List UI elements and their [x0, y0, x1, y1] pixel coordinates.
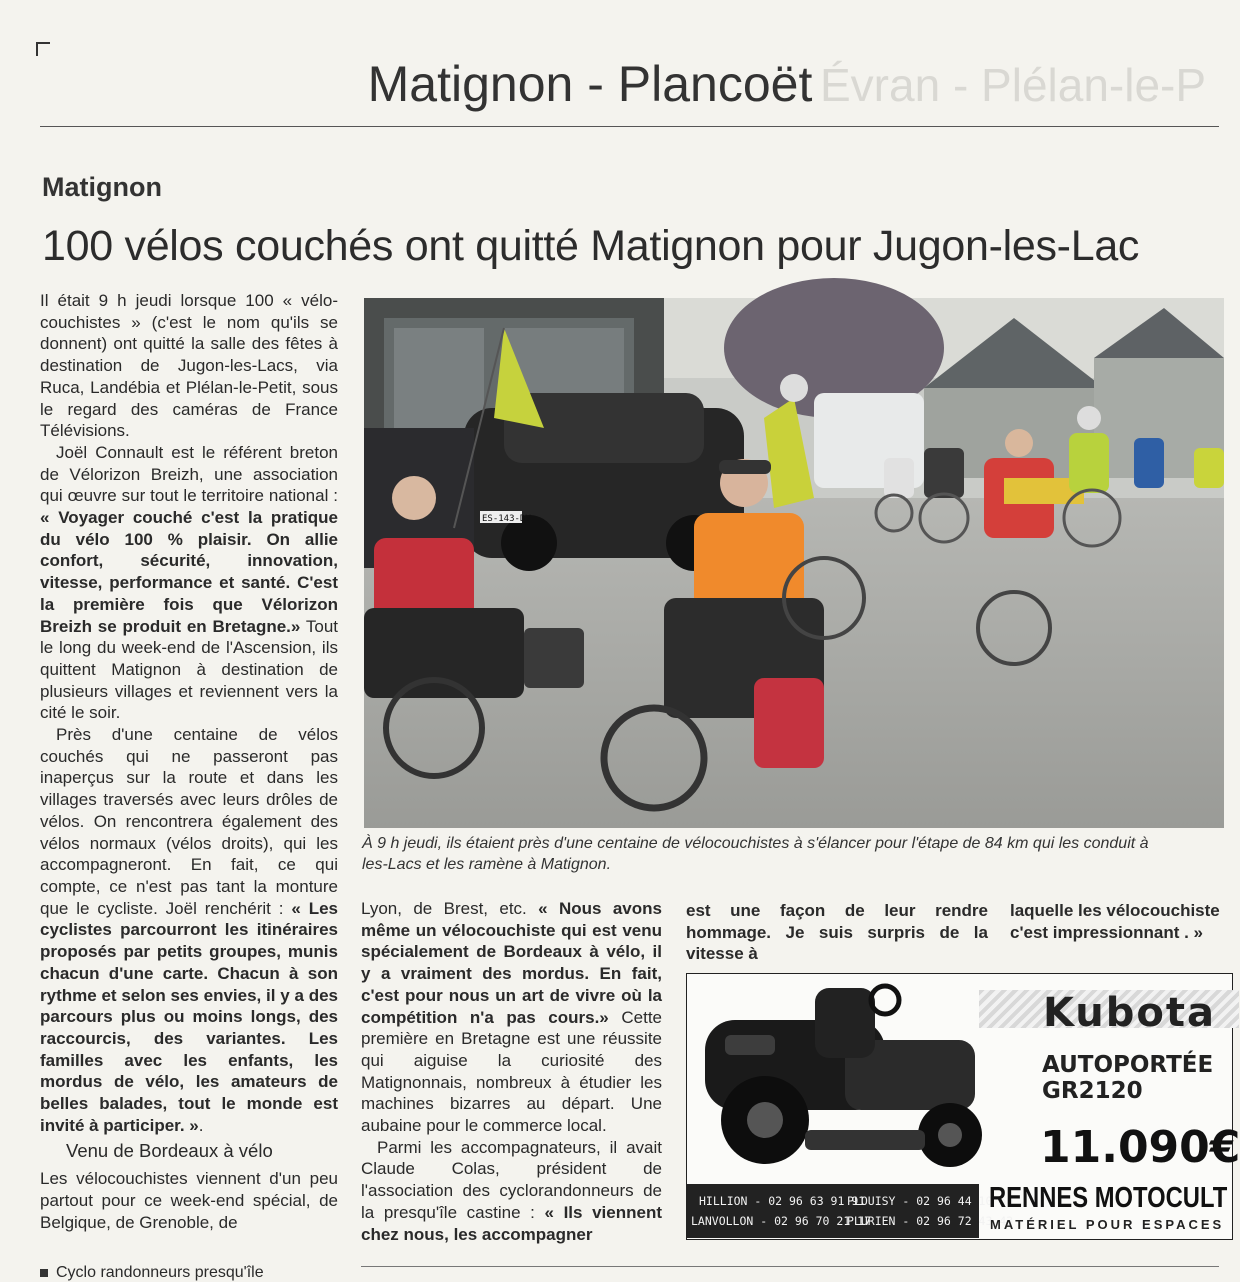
article-column-2 [361, 898, 662, 1245]
paragraph: Les vélocouchistes viennent d'un peu partout pour ce week-end spécial, de Belgique, de Grenoble, de [40, 1169, 338, 1232]
crop-mark [36, 42, 50, 56]
kicker: Matignon [42, 172, 162, 202]
lawn-tractor-image [695, 980, 1015, 1180]
paragraph: Près d'une centaine de vélos couchés qui ne passeront pas inaperçus sur la route et dans les villages traversés avec leurs drôles de vélos. On rencontrera également des vélos normaux (vélos droits), qui les accompagneront. En fait, ce qui compte, ce n'est pas tant la monture que le cycliste. Joël renchérit : « Les cyclistes parcourront les itinéraires proposés par petits groupes, munis chacun d'une carte. Chacun à son rythme et selon ses envies, il y a des parcours plus ou moins longs, des raccourcis, des variantes. Les familles avec les enfants, les mordus de vélo, les amateurs de belles balades, tout le monde est invité à participer. ». [40, 725, 338, 1135]
article-column-4 [1010, 900, 1230, 943]
bleed-through-title: Évran - Plélan-le-P [820, 59, 1207, 111]
bottom-rule [361, 1266, 1219, 1267]
quote: « Nous avons même un vélocouchiste qui est venu spécialement de Bordeaux à vélo, il y a vraiment des mordus. En fait, c'est pour nous un art de vivre où la compétition n'a pas cours.» [361, 899, 662, 1027]
price: 11.090€ [1040, 1122, 1240, 1173]
phone-number: PLOUISY - 02 96 44 10 60 [847, 1194, 1014, 1208]
headline: 100 vélos couchés ont quitté Matignon pour Jugon-les-Lac [42, 222, 1140, 270]
phone-number: LANVOLLON - 02 96 70 21 17 [691, 1214, 872, 1228]
quote: « Ils viennent chez nous, les accompagner [361, 1202, 663, 1244]
article-column-1 [40, 290, 338, 1233]
paragraph: Parmi les accompagnateurs, il avait Claude Colas, président de l'association des cyclorandonneurs de la presqu'île castine : « Ils viennent chez nous, les accompagner [361, 1137, 663, 1244]
license-plate: ES-143-DV [482, 514, 531, 524]
section-title: Matignon - Plancoët [367, 56, 813, 112]
kubota-advertisement[interactable] [686, 973, 1240, 1240]
quote: « Voyager couché c'est la pratique du vélo 100 % plaisir. On allie confort, sécurité, innovation, vitesse, performance et santé. C'est la première fois que Vélorizon Breizh se produit en Bretagne.» [40, 508, 338, 636]
photo-caption: À 9 h jeudi, ils étaient près d'une centaine de vélocouchistes à s'élancer pour l'étape de 84 km qui les conduit à les-Lacs et les ramène à Matignon. [362, 835, 1149, 873]
dealer-phone-list [687, 1184, 1014, 1238]
phone-number: PLURIEN - 02 96 72 43 43 [847, 1214, 1014, 1228]
quote: « Les cyclistes parcourront les itinéraires proposés par petits groupes, munis chacun d'une carte. Chacun à son rythme et selon ses envies, il y a des parcours plus ou moins longs, des raccourcis, des variantes. Les familles avec les enfants, les mordus de vélo, les amateurs de belles balades, tout le monde est invité à participer. » [40, 898, 338, 1135]
article-column-3 [686, 900, 988, 965]
footer-teaser: Cyclo randonneurs presqu'île [40, 1264, 264, 1282]
paragraph: Lyon, de Brest, etc. « Nous avons même un vélocouchiste qui est venu spécialement de Bordeaux à vélo, il y a vraiment des mordus. En fait, c'est pour nous un art de vivre où la compétition n'a pas cours.» Cette première en Bretagne est une réussite qui aiguise la curiosité des Matignonnais, nombreux à étudier les machines bizarres au départ. Une aubaine pour le commerce local. [361, 899, 662, 1136]
paragraph: laquelle les vélocouchiste c'est impressionnant . » [1010, 901, 1220, 942]
paragraph: est une façon de leur rendre hommage. Je suis surpris de la vitesse à [686, 901, 988, 964]
paragraph: Il était 9 h jeudi lorsque 100 « vélo-couchistes » (c'est le nom qu'ils se donnent) ont quitté la salle des fêtes à destination de Jugon-les-Lacs, via Ruca, Landébia et Plélan-le-Petit, sous le regard des caméras de France Télévisions. [40, 291, 338, 441]
top-rule [40, 126, 1219, 127]
kubota-logo: Kubota [1043, 990, 1216, 1036]
product-name: AUTOPORTÉE GR2120 [1042, 1052, 1214, 1104]
paragraph: Joël Connault est le référent breton de Vélorizon Breizh, une association qui œuvre sur tout le territoire national : « Voyager couché c'est la pratique du vélo 100 % plaisir. On allie confort, sécurité, innovation, vitesse, performance et santé. C'est la première fois que Vélorizon Breizh se produit en Bretagne.» Tout le long du week-end de l'Ascension, ils quittent Matignon à destination de plusieurs villages et reviennent vers la cité le soir. [40, 442, 338, 723]
dealer-tagline: MATÉRIEL POUR ESPACES [990, 1217, 1225, 1232]
article-photo [364, 298, 1224, 828]
phone-number: HILLION - 02 96 63 91 91 [699, 1194, 866, 1208]
cyclists-photo-illustration [364, 298, 1224, 828]
dealer-name: RENNES MOTOCULT [989, 1182, 1228, 1214]
subheading: Venu de Bordeaux à vélo [66, 1140, 273, 1162]
